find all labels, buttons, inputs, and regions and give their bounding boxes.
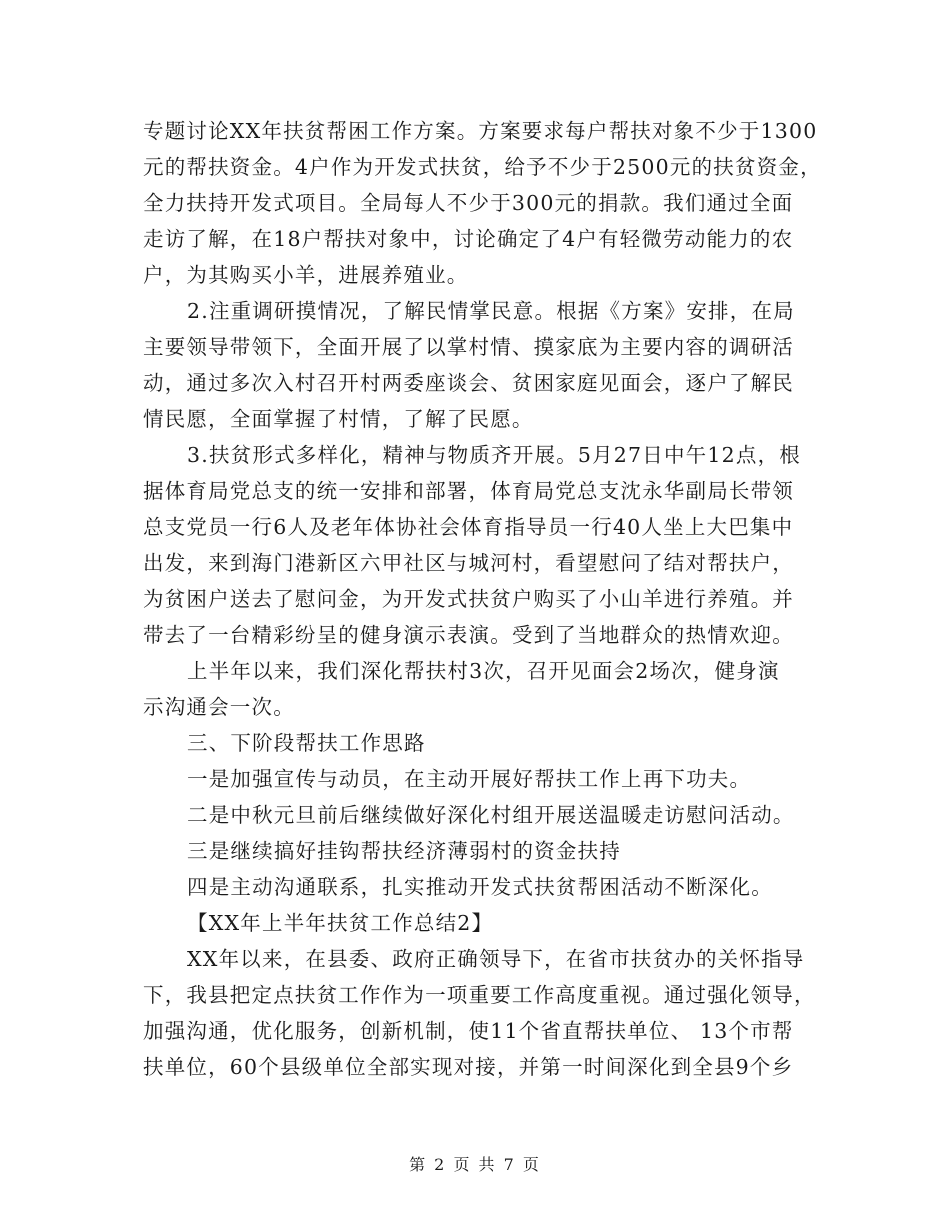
text-line: 3.扶贫形式多样化，精神与物质齐开展。5月27日中午12点，根 — [187, 443, 801, 467]
text-line: 出发，来到海门港新区六甲社区与城河村，看望慰问了结对帮扶户， — [143, 551, 794, 575]
text-line: 总支党员一行6人及老年体协社会体育指导员一行40人坐上大巴集中 — [143, 515, 794, 539]
text-line: 情民愿，全面掌握了村情，了解了民愿。 — [143, 407, 534, 431]
text-line: 三、下阶段帮扶工作思路 — [187, 731, 426, 755]
page-footer: 第 2 页 共 7 页 — [409, 1155, 541, 1174]
text-line: 带去了一台精彩纷呈的健身演示表演。受到了当地群众的热情欢迎。 — [143, 623, 794, 647]
text-line: 走访了解，在18户帮扶对象中，讨论确定了4户有轻微劳动能力的农 — [143, 227, 794, 251]
text-line: 户，为其购买小羊，进展养殖业。 — [143, 263, 469, 287]
text-line: 【XX年上半年扶贫工作总结2】 — [187, 911, 494, 935]
text-line: 据体育局党总支的统一安排和部署，体育局党总支沈永华副局长带领 — [143, 479, 794, 503]
text-line: 为贫困户送去了慰问金，为开发式扶贫户购买了小山羊进行养殖。并 — [143, 587, 794, 611]
text-line: 加强沟通，优化服务，创新机制，使11个省直帮扶单位、 13个市帮 — [143, 1019, 794, 1043]
text-line: 示沟通会一次。 — [143, 695, 295, 719]
text-line: 上半年以来，我们深化帮扶村3次，召开见面会2场次，健身演 — [187, 659, 780, 683]
text-line: 专题讨论XX年扶贫帮困工作方案。方案要求每户帮扶对象不少于1300 — [143, 119, 818, 143]
text-line: 扶单位，60个县级单位全部实现对接，并第一时间深化到全县9个乡 — [143, 1055, 794, 1079]
document-body — [143, 113, 823, 1085]
text-line: 元的帮扶资金。4户作为开发式扶贫，给予不少于2500元的扶贫资金， — [143, 155, 822, 179]
text-line: XX年以来，在县委、政府正确领导下，在省市扶贫办的关怀指导 — [187, 947, 805, 971]
text-line: 一是加强宣传与动员，在主动开展好帮扶工作上再下功夫。 — [187, 767, 752, 791]
text-line: 全力扶持开发式项目。全局每人不少于300元的捐款。我们通过全面 — [143, 191, 794, 215]
text-line: 动，通过多次入村召开村两委座谈会、贫困家庭见面会，逐户了解民 — [143, 371, 794, 395]
text-line: 四是主动沟通联系，扎实推动开发式扶贫帮困活动不断深化。 — [187, 875, 773, 899]
text-line: 三是继续搞好挂钩帮扶经济薄弱村的资金扶持 — [187, 839, 621, 863]
text-line: 主要领导带领下，全面开展了以掌村情、摸家底为主要内容的调研活 — [143, 335, 794, 359]
text-line: 2.注重调研摸情况，了解民情掌民意。根据《方案》安排，在局 — [187, 299, 795, 323]
text-line: 二是中秋元旦前后继续做好深化村组开展送温暖走访慰问活动。 — [187, 803, 795, 827]
text-line: 下，我县把定点扶贫工作作为一项重要工作高度重视。通过强化领导， — [143, 983, 816, 1007]
